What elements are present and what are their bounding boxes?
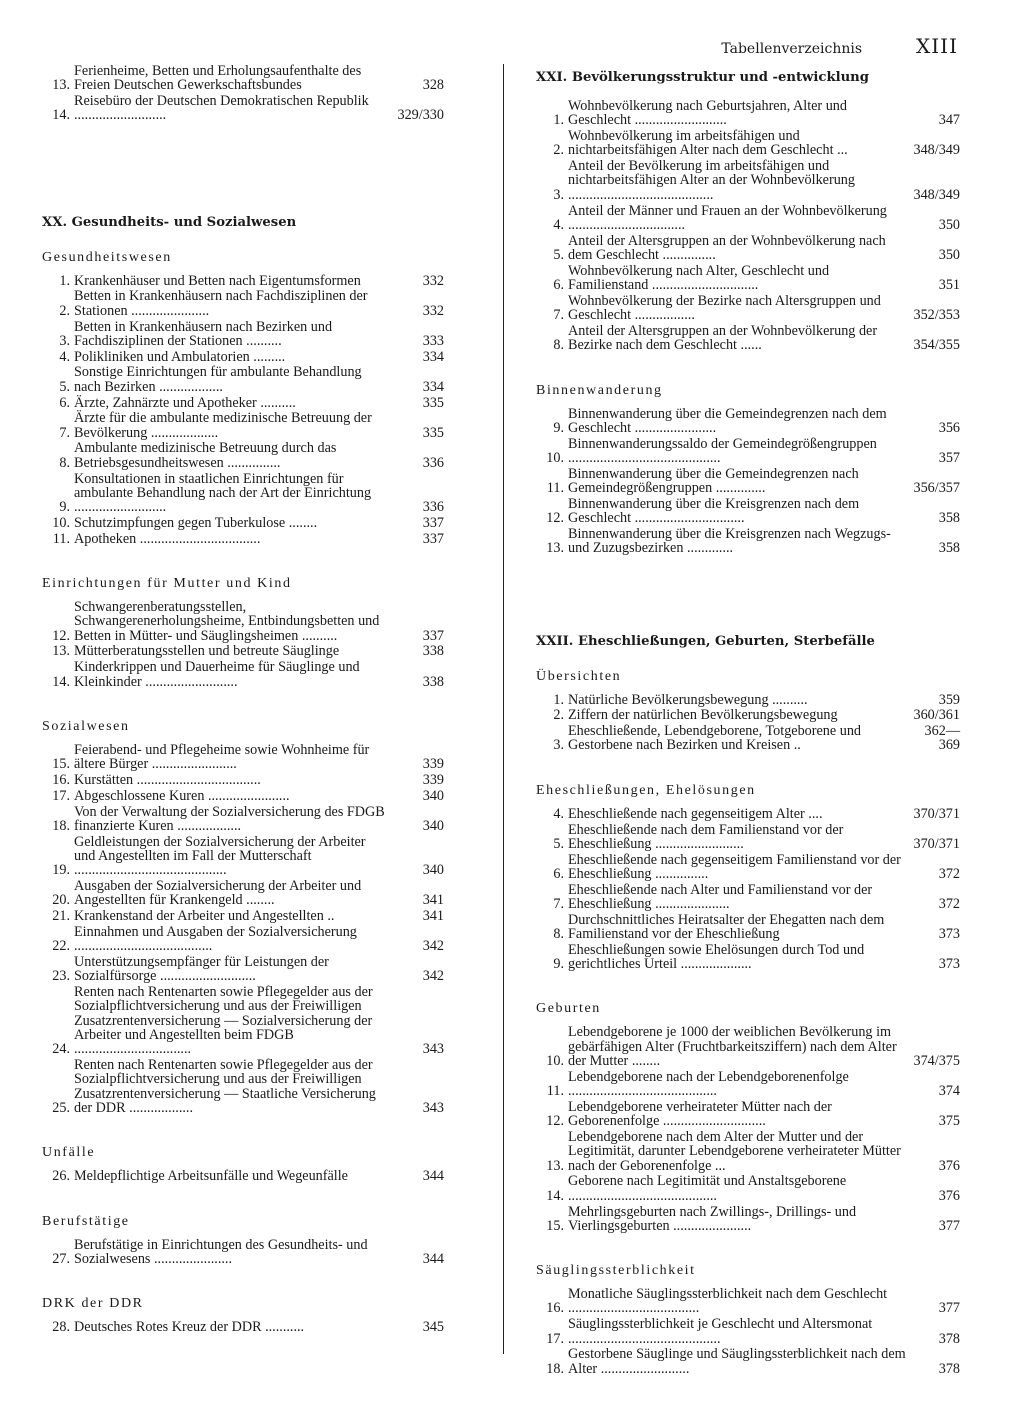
entry-title: Feierabend- und Pflegeheime sowie Wohnheime für ältere Bürger ........................ (74, 741, 370, 773)
entry-page: 337 (422, 514, 444, 531)
entry-page: 332 (422, 272, 444, 289)
entry-title: Ambulante medizinische Betreuung durch das Betriebsgesundheitswesen ............... (74, 440, 337, 471)
entry-page: 375 (938, 1113, 960, 1130)
toc-entry[interactable] (34, 773, 444, 787)
entry-page: 362—369 (924, 723, 960, 754)
entry-number: 11. (52, 530, 70, 547)
toc-entry[interactable] (34, 94, 444, 123)
entry-number: 12. (546, 1113, 564, 1130)
entry-number: 16. (546, 1300, 564, 1317)
entry-number: 11. (546, 1083, 564, 1100)
entry-title: Krankenhäuser und Betten nach Eigentumsformen (74, 272, 361, 289)
entry-page: 358 (938, 540, 960, 557)
entry-number: 8. (553, 337, 564, 354)
entry-title: Abgeschlossene Kuren ....................... (74, 787, 290, 804)
entry-number: 16. (52, 771, 70, 788)
entry-number: 2. (553, 707, 564, 724)
entry-page: 343 (422, 1041, 444, 1058)
toc-entry[interactable] (34, 274, 444, 288)
entry-number: 1. (59, 272, 70, 289)
entry-title: Ferienheime, Betten und Erholungsaufenthalte des Freien Deutschen Gewerkschaftsbundes (74, 63, 362, 94)
page-header (530, 34, 958, 56)
entry-page: 374 (938, 1083, 960, 1100)
entry-title: Renten nach Rentenarten sowie Pflegegelder aus der Sozialpflichtversicherung und aus der Freiwilligen Zusatzrentenversicherung — Sozialversicherung der Arbeiter und Angestellten beim FDGB ................................. (74, 984, 373, 1058)
entry-page: 376 (938, 1187, 960, 1204)
right-column (528, 64, 960, 1377)
entry-page: 373 (938, 926, 960, 943)
entry-number: 13. (546, 1157, 564, 1174)
section-title: XX. Gesundheits- und Sozialwesen (42, 214, 297, 230)
entry-page: 378 (938, 1330, 960, 1347)
entry-page: 333 (422, 332, 444, 349)
toc-entry[interactable] (34, 441, 444, 470)
entry-page: 356 (938, 419, 960, 436)
toc-entry[interactable] (528, 1317, 960, 1346)
toc-entry[interactable] (34, 660, 444, 689)
entry-title: Sonstige Einrichtungen für ambulante Behandlung nach Bezirken .................. (74, 364, 362, 395)
entry-number: 15. (52, 756, 70, 773)
entry-page: 342 (422, 938, 444, 955)
toc-entry[interactable] (528, 807, 960, 821)
toc-entry[interactable] (34, 805, 444, 834)
entry-title: Wohnbevölkerung nach Geburtsjahren, Alter und Geschlecht .......................... (568, 98, 847, 129)
toc-entry[interactable] (34, 289, 444, 318)
subsection-title: Geburten (536, 1001, 601, 1017)
entry-title: Krankenstand der Arbeiter und Angestellten .. (74, 908, 335, 925)
toc-entry[interactable] (34, 1320, 444, 1334)
section-title: XXII. Eheschließungen, Geburten, Sterbefälle (536, 633, 875, 649)
subsection-title: Berufstätige (42, 1213, 130, 1229)
entry-number: 7. (59, 424, 70, 441)
entry-page: 339 (422, 756, 444, 773)
entry-page: 377 (938, 1300, 960, 1317)
entry-page: 352/353 (913, 307, 960, 324)
entry-page: 328 (422, 77, 444, 94)
entry-title: Wohnbevölkerung nach Alter, Geschlecht und Familienstand .............................. (568, 262, 830, 294)
entry-number: 1. (553, 112, 564, 129)
toc-entry[interactable] (528, 823, 960, 852)
toc-entry[interactable] (528, 467, 960, 496)
entry-title: Lebendgeborene je 1000 der weiblichen Bevölkerung im gebärfähigen Alter (Fruchtbarkeitsziffern) nach dem Alter der Mutter ........ (568, 1024, 897, 1070)
toc-entry[interactable] (528, 99, 960, 128)
entry-number: 1. (553, 691, 564, 708)
toc-entry[interactable] (528, 724, 960, 753)
toc-entry[interactable] (528, 1347, 960, 1376)
entry-title: Deutsches Rotes Kreuz der DDR ........... (74, 1319, 305, 1336)
toc-entry[interactable] (528, 943, 960, 972)
subsection-title: Einrichtungen für Mutter und Kind (42, 576, 292, 592)
entry-title: Binnenwanderung über die Gemeindegrenzen nach dem Geschlecht ....................... (568, 405, 887, 436)
entry-title: Geldleistungen der Sozialversicherung der Arbeiter und Angestellten im Fall der Mutterschaft ........................................... (74, 833, 366, 879)
entry-number: 10. (546, 1053, 564, 1070)
entry-number: 19. (52, 862, 70, 879)
subsection-title: Binnenwanderung (536, 382, 663, 398)
entry-title: Eheschließende nach gegenseitigem Alter .... (568, 805, 823, 822)
entry-title: Ausgaben der Sozialversicherung der Arbeiter und Angestellten für Krankengeld ........ (74, 877, 362, 909)
entry-title: Natürliche Bevölkerungsbewegung .......... (568, 691, 808, 708)
entry-page: 329/330 (397, 107, 444, 124)
entry-page: 357 (938, 449, 960, 466)
page-number: XIII (916, 34, 958, 58)
entry-title: Wohnbevölkerung im arbeitsfähigen und nichtarbeitsfähigen Alter nach dem Geschlecht ... (568, 128, 848, 159)
entry-title: Schutzimpfungen gegen Tuberkulose ........ (74, 514, 318, 531)
entry-page: 370/371 (913, 805, 960, 822)
entry-page: 337 (422, 627, 444, 644)
entry-title: Reisebüro der Deutschen Demokratischen Republik .......................... (74, 93, 369, 124)
running-title: Tabellenverzeichnis (721, 41, 863, 57)
subsection-title: Unfälle (42, 1145, 96, 1161)
entry-number: 2. (553, 142, 564, 159)
entry-number: 10. (546, 449, 564, 466)
entry-number: 5. (553, 835, 564, 852)
entry-number: 17. (546, 1330, 564, 1347)
entry-title: Betten in Krankenhäusern nach Fachdisziplinen der Stationen ...................... (74, 288, 368, 319)
entry-number: 18. (52, 817, 70, 834)
entry-number: 7. (553, 307, 564, 324)
entry-page: 334 (422, 378, 444, 395)
toc-entry[interactable] (34, 365, 444, 394)
entry-title: Eheschließungen sowie Ehelösungen durch Tod und gerichtliches Urteil .................... (568, 941, 865, 973)
toc-entry[interactable] (528, 324, 960, 353)
toc-entry[interactable] (34, 925, 444, 954)
toc-entry[interactable] (34, 1058, 444, 1115)
toc-entry[interactable] (528, 294, 960, 323)
entry-number: 12. (546, 510, 564, 527)
toc-entry[interactable] (34, 985, 444, 1056)
entry-title: Eheschließende, Lebendgeborene, Totgeborene und Gestorbene nach Bezirken und Kreisen .. (568, 723, 862, 754)
entry-page: 337 (422, 530, 444, 547)
entry-number: 24. (52, 1041, 70, 1058)
entry-title: Anteil der Altersgruppen an der Wohnbevölkerung nach dem Geschlecht ............... (568, 232, 886, 263)
entry-number: 5. (59, 378, 70, 395)
entry-number: 26. (52, 1168, 70, 1185)
entry-number: 7. (553, 895, 564, 912)
entry-title: Gestorbene Säuglinge und Säuglingssterblichkeit nach dem Alter ......................... (568, 1346, 906, 1377)
entry-number: 17. (52, 787, 70, 804)
entry-number: 18. (546, 1360, 564, 1377)
entry-page: 350 (938, 216, 960, 233)
entry-title: Lebendgeborene verheirateter Mütter nach der Geborenenfolge ............................. (568, 1098, 832, 1130)
entry-page: 334 (422, 348, 444, 365)
toc-entry[interactable] (528, 883, 960, 912)
entry-title: Binnenwanderung über die Kreisgrenzen nach Wegzugs- und Zuzugsbezirken ............. (568, 525, 891, 557)
entry-number: 5. (553, 246, 564, 263)
entry-number: 10. (52, 514, 70, 531)
entry-title: Eheschließende nach gegenseitigem Familienstand vor der Eheschließung ............... (568, 851, 901, 882)
entry-title: Ziffern der natürlichen Bevölkerungsbewegung (568, 707, 838, 724)
entry-page: 341 (422, 892, 444, 909)
entry-number: 15. (546, 1217, 564, 1234)
entry-title: Anteil der Männer und Frauen an der Wohnbevölkerung ................................. (568, 202, 887, 233)
entry-number: 25. (52, 1099, 70, 1116)
entry-title: Binnenwanderungssaldo der Gemeindegrößengruppen ........................................... (568, 435, 877, 466)
entry-number: 6. (553, 277, 564, 294)
toc-entry[interactable] (528, 1025, 960, 1068)
entry-page: 336 (422, 499, 444, 516)
entry-number: 14. (546, 1187, 564, 1204)
entry-page: 344 (422, 1250, 444, 1267)
toc-entry[interactable] (528, 853, 960, 882)
entry-page: 340 (422, 862, 444, 879)
entry-title: Ärzte für die ambulante medizinische Betreuung der Bevölkerung ................... (74, 410, 372, 441)
toc-entry[interactable] (528, 1130, 960, 1173)
entry-page: 348/349 (913, 186, 960, 203)
toc-entry[interactable] (528, 437, 960, 466)
entry-number: 4. (553, 216, 564, 233)
entry-page: 332 (422, 302, 444, 319)
entry-title: Binnenwanderung über die Kreisgrenzen nach dem Geschlecht ............................... (568, 495, 860, 527)
entry-title: Betten in Krankenhäusern nach Bezirken und Fachdisziplinen der Stationen .......... (74, 318, 333, 349)
entry-page: 344 (422, 1168, 444, 1185)
entry-number: 8. (59, 454, 70, 471)
entry-page: 335 (422, 394, 444, 411)
entry-number: 8. (553, 926, 564, 943)
entry-title: Geborene nach Legitimität und Anstaltsgeborene .......................................... (568, 1173, 847, 1204)
entry-title: Kurstätten ................................... (74, 771, 261, 788)
entry-title: Von der Verwaltung der Sozialversicherung des FDGB finanzierte Kuren .................. (74, 803, 385, 834)
entry-title: Mütterberatungsstellen und betreute Säuglinge (74, 643, 340, 660)
toc-entry[interactable] (528, 129, 960, 158)
entry-page: 340 (422, 787, 444, 804)
entry-page: 348/349 (913, 142, 960, 159)
entry-page: 341 (422, 908, 444, 925)
toc-entry[interactable] (34, 1238, 444, 1267)
entry-page: 359 (938, 691, 960, 708)
entry-page: 340 (422, 817, 444, 834)
entry-number: 9. (59, 499, 70, 516)
entry-number: 20. (52, 892, 70, 909)
entry-title: Eheschließende nach dem Familienstand vor der Eheschließung ......................... (568, 821, 844, 852)
subsection-title: Säuglingssterblichkeit (536, 1263, 696, 1279)
entry-title: Berufstätige in Einrichtungen des Gesundheits- und Sozialwesens ...................... (74, 1236, 368, 1267)
entry-number: 3. (59, 332, 70, 349)
toc-entry[interactable] (528, 1070, 960, 1099)
subsection-title: Sozialwesen (42, 718, 130, 734)
toc-entry[interactable] (528, 264, 960, 293)
entry-page: 358 (938, 510, 960, 527)
toc-entry[interactable] (34, 320, 444, 349)
entry-page: 373 (938, 956, 960, 973)
entry-number: 13. (52, 77, 70, 94)
entry-page: 372 (938, 895, 960, 912)
entry-page: 376 (938, 1157, 960, 1174)
entry-page: 360/361 (913, 707, 960, 724)
entry-title: Apotheken .................................. (74, 530, 261, 547)
subsection-title: Gesundheitswesen (42, 249, 172, 265)
column-divider (503, 64, 504, 1354)
toc-entry[interactable] (34, 909, 444, 923)
entry-number: 3. (553, 737, 564, 754)
entry-page: 336 (422, 454, 444, 471)
entry-number: 6. (553, 865, 564, 882)
entry-title: Wohnbevölkerung der Bezirke nach Altersgruppen und Geschlecht ................. (568, 292, 881, 324)
toc-entry[interactable] (34, 879, 444, 908)
entry-title: Durchschnittliches Heiratsalter der Ehegatten nach dem Familienstand vor der Eheschließung (568, 911, 885, 943)
entry-title: Lebendgeborene nach der Lebendgeborenenfolge .......................................... (568, 1068, 849, 1100)
toc-entry[interactable] (34, 789, 444, 803)
toc-entry[interactable] (34, 64, 444, 93)
toc-entry[interactable] (34, 411, 444, 440)
entry-number: 21. (52, 908, 70, 925)
toc-entry[interactable] (34, 472, 444, 515)
toc-entry[interactable] (34, 1169, 444, 1183)
entry-title: Schwangerenberatungsstellen, Schwangerenerholungsheime, Entbindungsbetten und Betten in Mütter- und Säuglingsheimen .......... (74, 599, 380, 644)
entry-page: 370/371 (913, 835, 960, 852)
entry-number: 13. (546, 540, 564, 557)
toc-entry[interactable] (528, 234, 960, 263)
toc-entry[interactable] (34, 516, 444, 530)
entry-number: 13. (52, 643, 70, 660)
toc-entry[interactable] (34, 396, 444, 410)
entry-title: Meldepflichtige Arbeitsunfälle und Wegeunfälle (74, 1168, 348, 1185)
entry-title: Ärzte, Zahnärzte und Apotheker .......... (74, 394, 296, 411)
toc-entry[interactable] (528, 497, 960, 526)
entry-page: 338 (422, 673, 444, 690)
entry-number: 4. (59, 348, 70, 365)
entry-title: Mehrlingsgeburten nach Zwillings-, Drillings- und Vierlingsgeburten ...................... (568, 1203, 857, 1234)
entry-number: 28. (52, 1319, 70, 1336)
entry-number: 9. (553, 956, 564, 973)
entry-page: 339 (422, 771, 444, 788)
entry-title: Polikliniken und Ambulatorien ......... (74, 348, 286, 365)
entry-number: 4. (553, 805, 564, 822)
toc-entry[interactable] (528, 527, 960, 556)
entry-number: 3. (553, 186, 564, 203)
entry-title: Unterstützungsempfänger für Leistungen der Sozialfürsorge ........................... (74, 953, 329, 985)
toc-entry[interactable] (528, 204, 960, 233)
toc-entry[interactable] (528, 913, 960, 942)
entry-page: 345 (422, 1319, 444, 1336)
entry-page: 347 (938, 112, 960, 129)
entry-number: 22. (52, 938, 70, 955)
toc-entry[interactable] (528, 1287, 960, 1316)
toc-entry[interactable] (34, 955, 444, 984)
entry-title: Anteil der Bevölkerung im arbeitsfähigen und nichtarbeitsfähigen Alter an der Wohnbevölkerung ......................................... (568, 158, 855, 203)
entry-title: Renten nach Rentenarten sowie Pflegegelder aus der Sozialpflichtversicherung und aus der Freiwilligen Zusatzrentenversicherung — Staatliche Versicherung der DDR .................. (74, 1057, 376, 1116)
entry-number: 6. (59, 394, 70, 411)
entry-page: 377 (938, 1217, 960, 1234)
toc-entry[interactable] (528, 1174, 960, 1203)
entry-page: 374/375 (913, 1053, 960, 1070)
entry-title: Monatliche Säuglingssterblichkeit nach dem Geschlecht ..................................... (568, 1286, 888, 1317)
entry-title: Kinderkrippen und Dauerheime für Säuglinge und Kleinkinder .......................... (74, 659, 360, 690)
entry-title: Eheschließende nach Alter und Familienstand vor der Eheschließung ..................... (568, 881, 873, 912)
toc-entry[interactable] (34, 835, 444, 878)
entry-number: 9. (553, 419, 564, 436)
entry-page: 342 (422, 968, 444, 985)
toc-entry[interactable] (34, 532, 444, 546)
entry-title: Binnenwanderung über die Gemeindegrenzen nach Gemeindegrößengruppen .............. (568, 465, 859, 497)
entry-page: 354/355 (913, 337, 960, 354)
toc-entry[interactable] (34, 644, 444, 658)
toc-entry[interactable] (528, 1205, 960, 1234)
entry-number: 14. (52, 107, 70, 124)
toc-entry[interactable] (528, 1100, 960, 1129)
entry-page: 335 (422, 424, 444, 441)
entry-page: 351 (938, 277, 960, 294)
entry-number: 23. (52, 968, 70, 985)
entry-page: 356/357 (913, 480, 960, 497)
entry-page: 350 (938, 246, 960, 263)
toc-entry[interactable] (34, 743, 444, 772)
entry-number: 2. (59, 302, 70, 319)
toc-entry[interactable] (528, 708, 960, 722)
entry-title: Einnahmen und Ausgaben der Sozialversicherung ....................................... (74, 923, 357, 955)
entry-title: Lebendgeborene nach dem Alter der Mutter und der Legitimität, darunter Lebendgeborene verheirateter Mütter nach der Geborenenfolge ... (568, 1129, 901, 1174)
subsection-title: Übersichten (536, 668, 622, 684)
entry-number: 27. (52, 1250, 70, 1267)
toc-entry[interactable] (34, 350, 444, 364)
toc-entry[interactable] (528, 693, 960, 707)
entry-number: 14. (52, 673, 70, 690)
entry-title: Säuglingssterblichkeit je Geschlecht und Altersmonat ........................................... (568, 1316, 873, 1347)
toc-entry[interactable] (34, 600, 444, 643)
entry-title: Konsultationen in staatlichen Einrichtungen für ambulante Behandlung nach der Art der Einrichtung .......................... (74, 470, 372, 516)
entry-page: 338 (422, 643, 444, 660)
entry-page: 372 (938, 865, 960, 882)
entry-title: Anteil der Altersgruppen an der Wohnbevölkerung der Bezirke nach dem Geschlecht ...... (568, 322, 878, 354)
section-title: XXI. Bevölkerungsstruktur und -entwicklung (536, 70, 869, 85)
subsection-title: Eheschließungen, Ehelösungen (536, 782, 756, 798)
entry-number: 12. (52, 627, 70, 644)
toc-entry[interactable] (528, 407, 960, 436)
toc-entry[interactable] (528, 159, 960, 202)
left-column (34, 64, 444, 1336)
entry-page: 343 (422, 1099, 444, 1116)
entry-page: 378 (938, 1360, 960, 1377)
entry-number: 11. (546, 480, 564, 497)
subsection-title: DRK der DDR (42, 1296, 144, 1312)
